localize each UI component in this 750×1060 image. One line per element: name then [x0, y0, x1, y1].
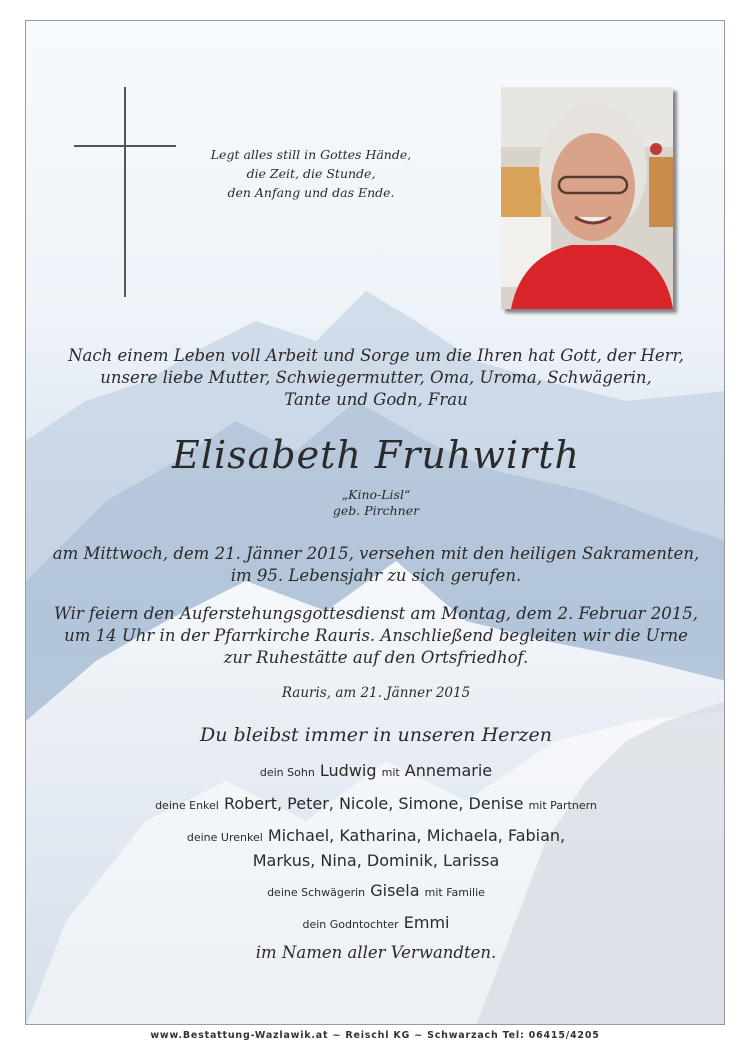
service-line: Wir feiern den Auferstehungsgottesdienst am Montag, dem 2. Februar 2015,	[53, 604, 699, 623]
farewell: Du bleibst immer in unseren Herzen	[200, 724, 552, 746]
obituary-card	[25, 20, 725, 1025]
family-name: Robert, Peter, Nicole, Simone, Denise	[223, 794, 524, 813]
verse	[196, 145, 426, 202]
relation-label: dein Godntochter	[302, 918, 399, 931]
verse-line: die Zeit, die Stunde,	[246, 166, 376, 181]
cross-icon-vertical	[124, 87, 126, 297]
footer: www.Bestattung-Wazlawik.at ~ Reischl KG ~ Schwarzach Tel: 06415/4205	[150, 1030, 600, 1041]
relation-label: deine Schwägerin	[267, 886, 366, 899]
nickname: „Kino-Lisl“	[341, 487, 411, 502]
place-date: Rauris, am 21. Jänner 2015	[281, 685, 471, 701]
relation-label: deine Urenkel	[186, 831, 263, 844]
family-goddaughter	[26, 911, 725, 936]
death-line: am Mittwoch, dem 21. Jänner 2015, versehen mit den heiligen Sakramenten,	[52, 544, 700, 563]
portrait-photo	[501, 87, 673, 309]
relation-label: mit Partnern	[528, 799, 597, 812]
deceased-details	[26, 487, 725, 519]
family-name: Markus, Nina, Dominik, Larissa	[252, 851, 500, 870]
family-name: Emmi	[403, 913, 450, 932]
service-line: zur Ruhestätte auf den Ortsfriedhof.	[223, 648, 529, 667]
relation-label: mit Familie	[424, 886, 485, 899]
intro-line: Nach einem Leben voll Arbeit und Sorge um die Ihren hat Gott, der Herr,	[68, 346, 684, 365]
verse-line: Legt alles still in Gottes Hände,	[210, 147, 412, 162]
intro-line: unsere liebe Mutter, Schwiegermutter, Oma, Uroma, Schwägerin,	[100, 368, 652, 387]
death-line: im 95. Lebensjahr zu sich gerufen.	[230, 566, 522, 585]
family-name: Ludwig	[319, 761, 377, 780]
intro-line: Tante und Godn, Frau	[284, 390, 468, 409]
closing: im Namen aller Verwandten.	[255, 943, 497, 962]
deceased-name: Elisabeth Fruhwirth	[172, 433, 580, 477]
birth-name: geb. Pirchner	[332, 503, 420, 518]
relation-label: dein Sohn	[259, 766, 315, 779]
service-notice	[26, 603, 725, 669]
intro	[26, 345, 725, 411]
verse-line: den Anfang und das Ende.	[227, 185, 395, 200]
family-sister-in-law	[26, 879, 725, 904]
family-name: Annemarie	[404, 761, 493, 780]
family-grandchildren	[26, 792, 725, 817]
relation-label: mit	[381, 766, 400, 779]
death-notice	[26, 543, 725, 587]
service-line: um 14 Uhr in der Pfarrkirche Rauris. Anschließend begleiten wir die Urne	[64, 626, 688, 645]
family-name: Michael, Katharina, Michaela, Fabian,	[267, 826, 566, 845]
family-great-grandchildren	[26, 824, 725, 872]
family-son	[26, 759, 725, 784]
relation-label: deine Enkel	[155, 799, 219, 812]
cross-icon-horizontal	[74, 145, 176, 147]
family-name: Gisela	[370, 881, 420, 900]
